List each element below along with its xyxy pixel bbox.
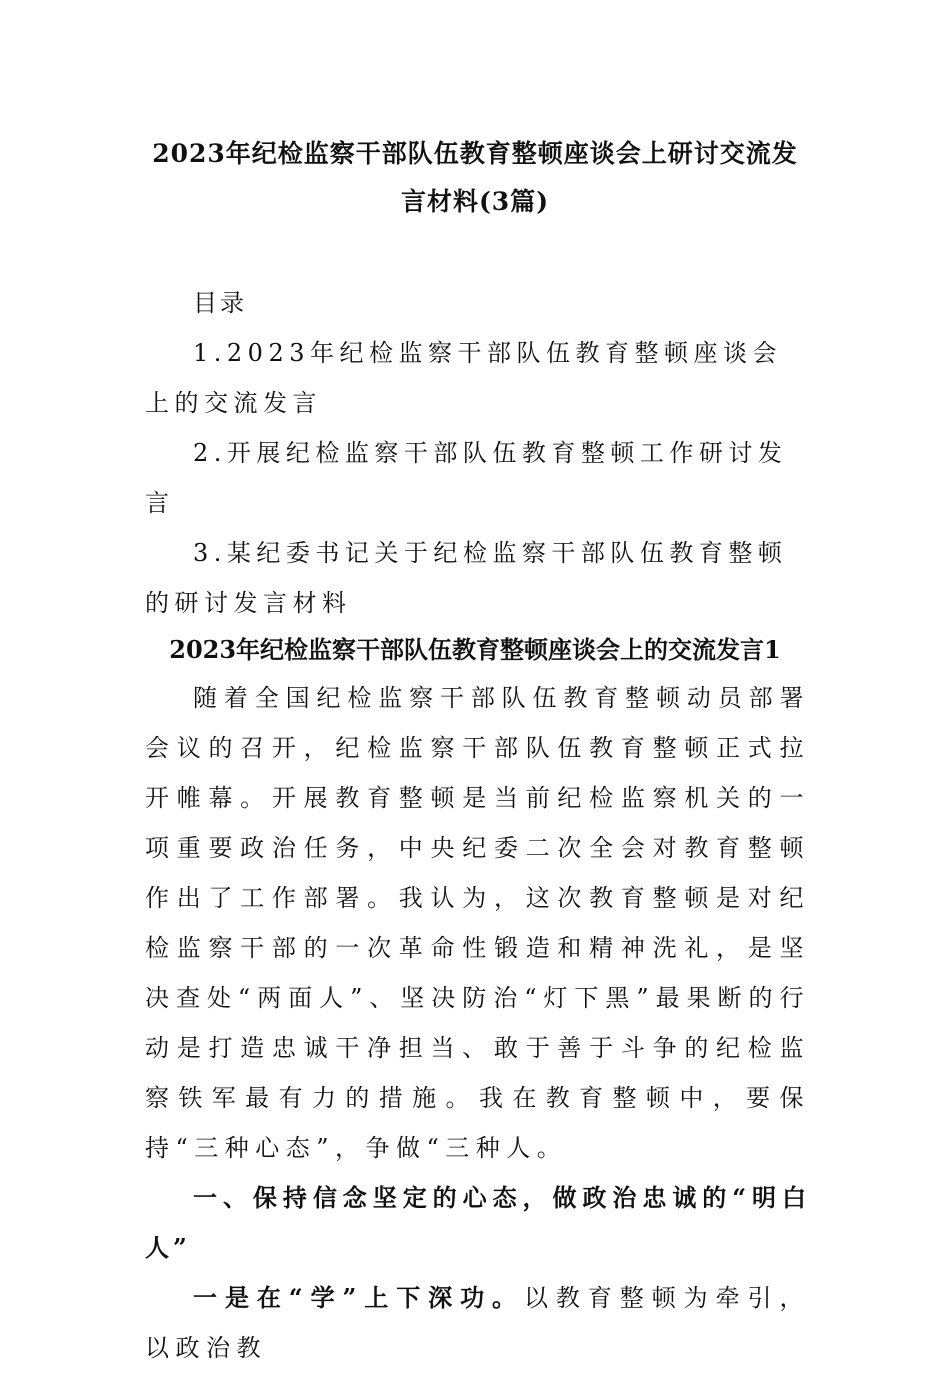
paragraph-text: 以教育整顿为牵引，以政治教 — [145, 1284, 811, 1362]
toc-item-1: 1.2023年纪检监察干部队伍教育整顿座谈会上的交流发言 — [145, 339, 782, 417]
toc-item-2: 2.开展纪检监察干部队伍教育整顿工作研讨发言 — [145, 439, 788, 517]
subheading-1: 一、保持信念坚定的心态，做政治忠诚的“明白人” — [145, 1183, 810, 1262]
body-paragraph-1: 随着全国纪检监察干部队伍教育整顿动员部署会议的召开，纪检监察干部队伍教育整顿正式拉开帷幕。开展教育整顿是当前纪检监察机关的一项重要政治任务，中央纪委二次全会对教育整顿作出了工作部署。我认为，这次教育整顿是对纪检监察干部的一次革命性锻造和精神洗礼，是坚决查处“两面人”、坚决防治“灯下黑”最果断的行动是打造忠诚干净担当、敢于善于斗争的纪检监察铁军最有力的措施。我在教育整顿中，要保持“三种心态”，争做“三种人。 — [145, 684, 810, 1162]
body-paragraph-2 — [145, 1273, 810, 1373]
document-title: 2023年纪检监察干部队伍教育整顿座谈会上研讨交流发言材料(3篇) — [152, 139, 798, 216]
toc-item-3: 3.某纪委书记关于纪检监察干部队伍教育整顿的研讨发言材料 — [145, 539, 788, 617]
section-title: 2023年纪检监察干部队伍教育整顿座谈会上的交流发言1 — [169, 635, 781, 664]
section-body — [145, 673, 810, 1373]
toc-heading: 目录 — [193, 289, 247, 317]
table-of-contents — [145, 278, 810, 628]
paragraph-lead-text: 一是在“学”上下深功。 — [193, 1283, 524, 1312]
